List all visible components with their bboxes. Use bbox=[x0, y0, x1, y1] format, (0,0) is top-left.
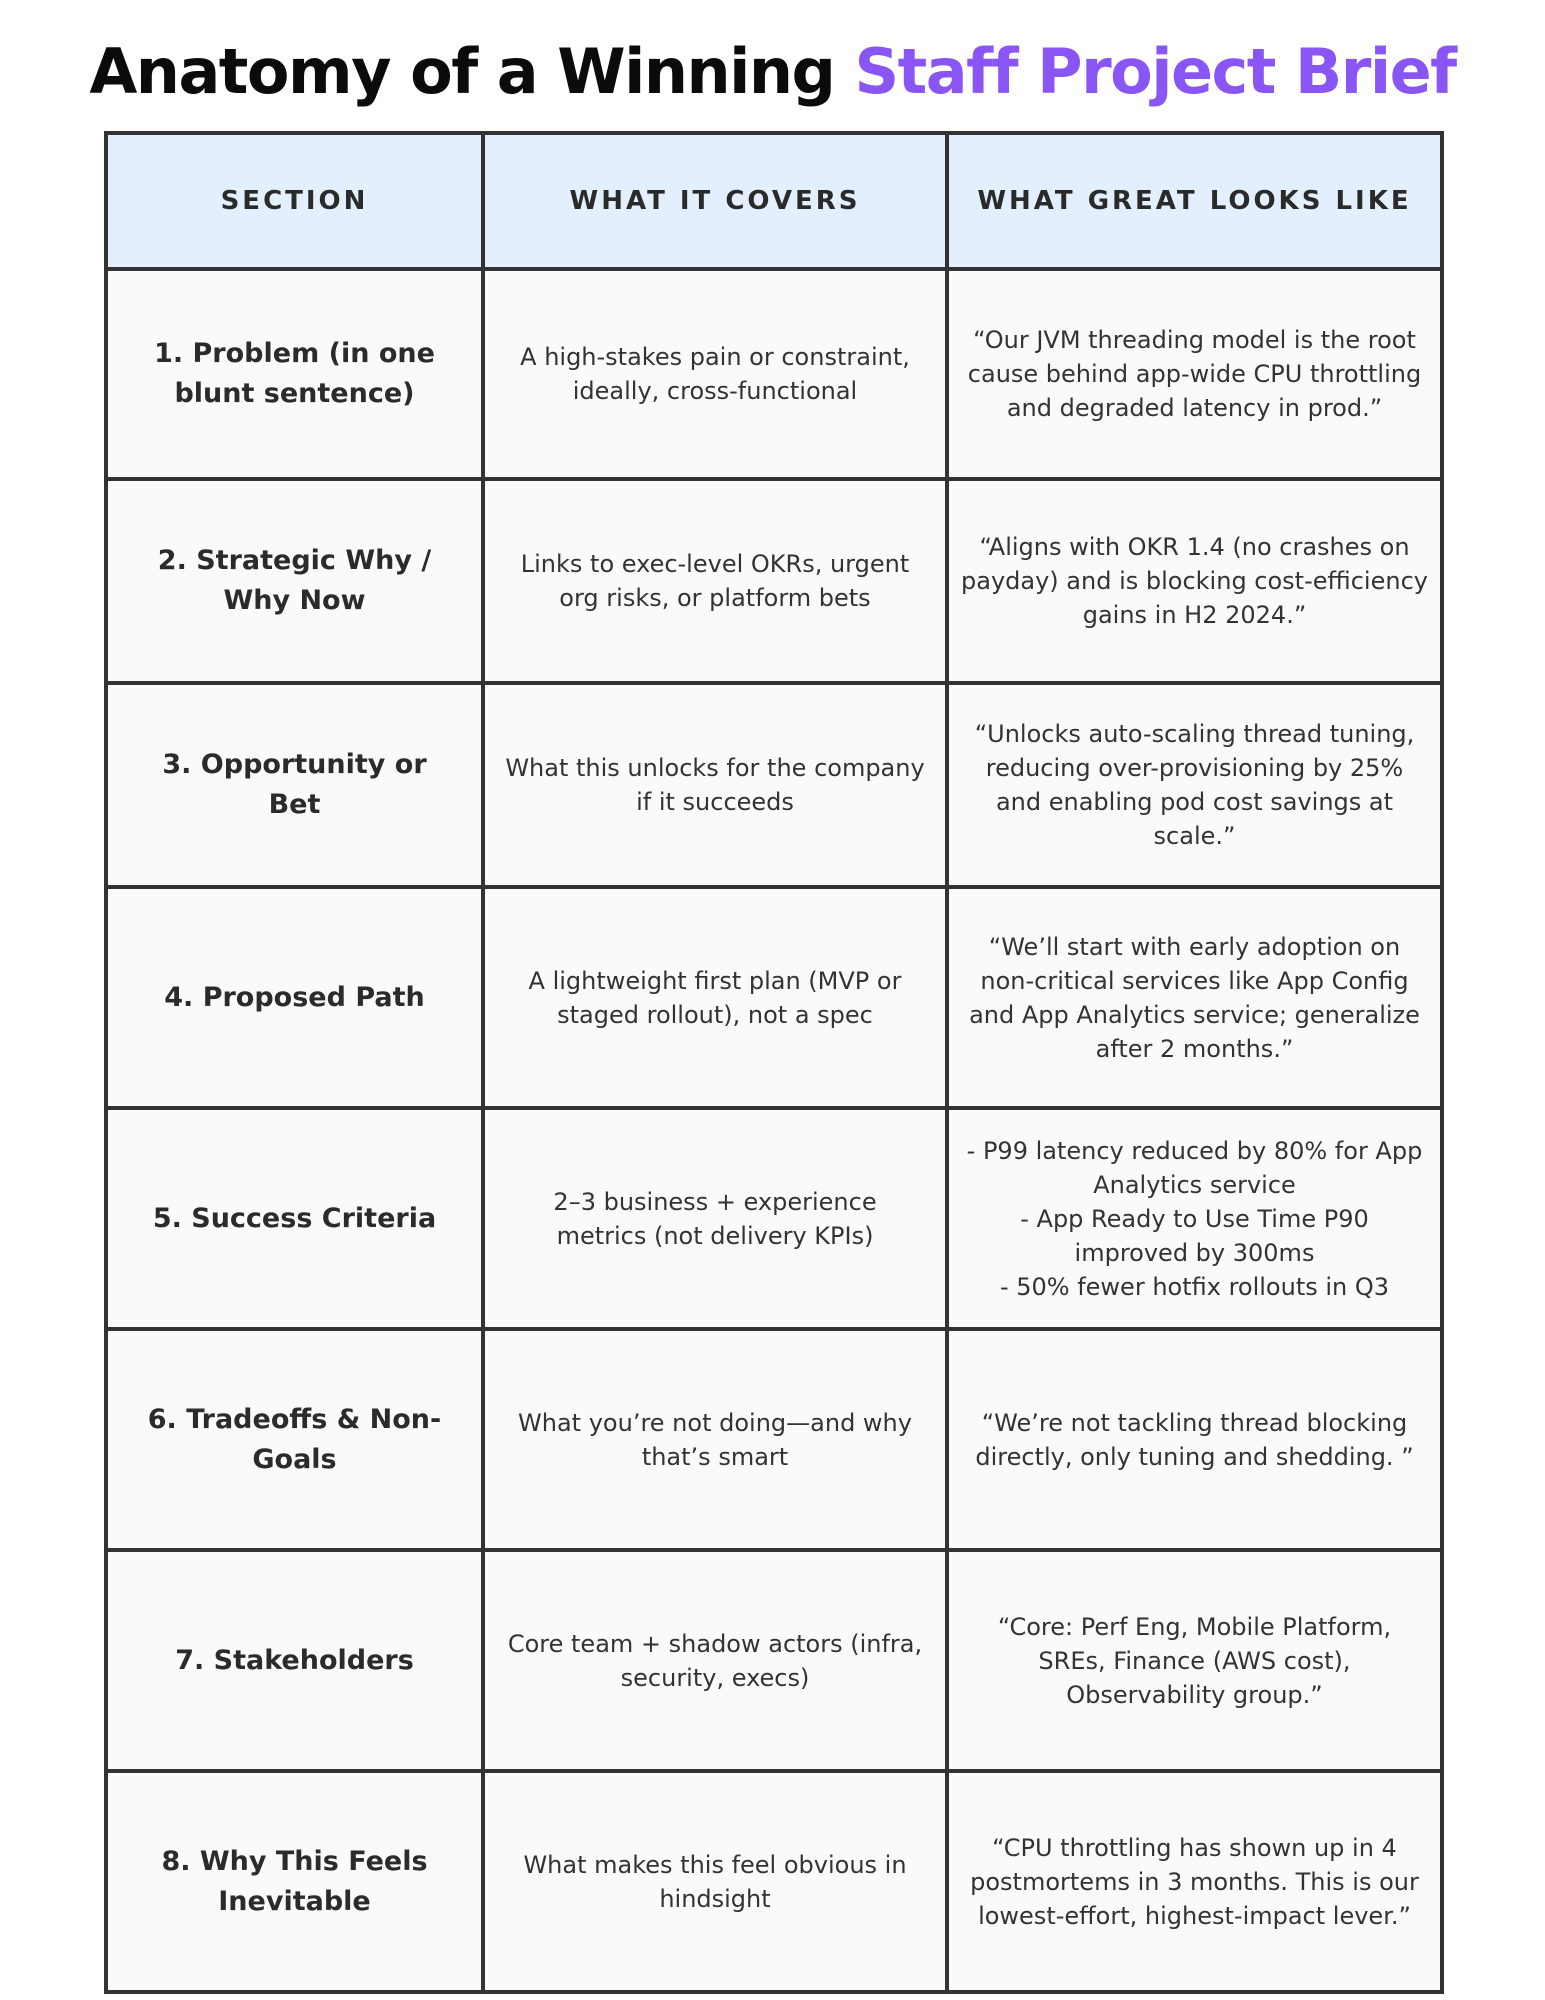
section-cell: 1. Problem (in one blunt sentence) bbox=[106, 269, 483, 479]
table-row bbox=[106, 1329, 1442, 1550]
table-header-row bbox=[106, 133, 1442, 269]
covers-cell: What this unlocks for the company if it succeeds bbox=[483, 683, 947, 887]
table-row bbox=[106, 683, 1442, 887]
table-row bbox=[106, 269, 1442, 479]
covers-cell: A lightweight first plan (MVP or staged rollout), not a spec bbox=[483, 887, 947, 1108]
section-cell: 3. Opportunity or Bet bbox=[106, 683, 483, 887]
table-row bbox=[106, 1108, 1442, 1329]
header-what-great-looks-like: WHAT GREAT LOOKS LIKE bbox=[947, 133, 1442, 269]
section-cell: 4. Proposed Path bbox=[106, 887, 483, 1108]
table-row bbox=[106, 479, 1442, 683]
great-cell: “Core: Perf Eng, Mobile Platform, SREs, Finance (AWS cost), Observability group.” bbox=[947, 1550, 1442, 1771]
table-row bbox=[106, 1550, 1442, 1771]
table-row bbox=[106, 887, 1442, 1108]
page-title bbox=[0, 30, 1545, 114]
great-cell: “We’ll start with early adoption on non-critical services like App Config and App Analytics service; generalize after 2 months.” bbox=[947, 887, 1442, 1108]
table-row bbox=[106, 1771, 1442, 1992]
covers-cell: What makes this feel obvious in hindsight bbox=[483, 1771, 947, 1992]
great-cell: - P99 latency reduced by 80% for App Analytics service - App Ready to Use Time P90 improved by 300ms - 50% fewer hotfix rollouts in Q3 bbox=[947, 1108, 1442, 1329]
title-lead: Anatomy of a Winning bbox=[89, 35, 855, 108]
title-highlight: Staff Project Brief bbox=[854, 35, 1456, 108]
section-cell: 8. Why This Feels Inevitable bbox=[106, 1771, 483, 1992]
header-section: SECTION bbox=[106, 133, 483, 269]
great-cell: “Our JVM threading model is the root cause behind app-wide CPU throttling and degraded latency in prod.” bbox=[947, 269, 1442, 479]
covers-cell: A high-stakes pain or constraint, ideally, cross-functional bbox=[483, 269, 947, 479]
section-cell: 7. Stakeholders bbox=[106, 1550, 483, 1771]
great-cell: “Unlocks auto-scaling thread tuning, reducing over-provisioning by 25% and enabling pod cost savings at scale.” bbox=[947, 683, 1442, 887]
header-what-it-covers: WHAT IT COVERS bbox=[483, 133, 947, 269]
great-cell: “We’re not tackling thread blocking directly, only tuning and shedding. ” bbox=[947, 1329, 1442, 1550]
covers-cell: Core team + shadow actors (infra, security, execs) bbox=[483, 1550, 947, 1771]
section-cell: 2. Strategic Why / Why Now bbox=[106, 479, 483, 683]
covers-cell: Links to exec-level OKRs, urgent org risks, or platform bets bbox=[483, 479, 947, 683]
brief-table bbox=[104, 131, 1444, 1994]
covers-cell: What you’re not doing—and why that’s smart bbox=[483, 1329, 947, 1550]
section-cell: 6. Tradeoffs & Non-Goals bbox=[106, 1329, 483, 1550]
section-cell: 5. Success Criteria bbox=[106, 1108, 483, 1329]
covers-cell: 2–3 business + experience metrics (not delivery KPIs) bbox=[483, 1108, 947, 1329]
great-cell: “Aligns with OKR 1.4 (no crashes on payday) and is blocking cost-efficiency gains in H2 2024.” bbox=[947, 479, 1442, 683]
great-cell: “CPU throttling has shown up in 4 postmortems in 3 months. This is our lowest-effort, highest-impact lever.” bbox=[947, 1771, 1442, 1992]
